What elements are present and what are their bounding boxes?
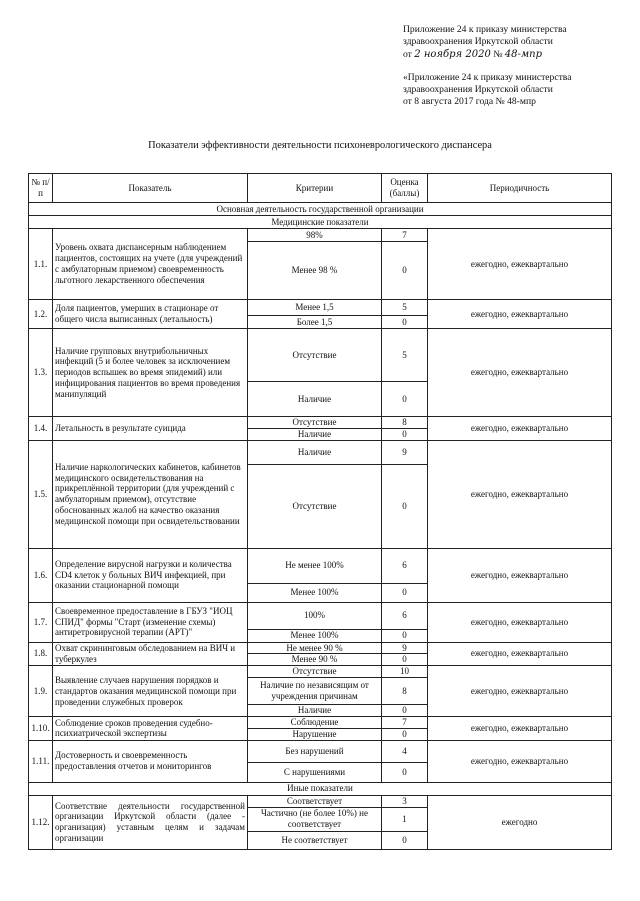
row-criterion: Менее 98 % [248, 242, 382, 300]
column-header-criteria: Критерии [248, 174, 382, 203]
row-score: 3 [382, 795, 428, 807]
table-row [29, 229, 612, 242]
row-criterion: Наличие по независящим от учреждения причинам [248, 678, 382, 705]
row-score: 1 [382, 807, 428, 831]
section-row [29, 216, 612, 229]
row-score: 5 [382, 329, 428, 382]
row-number: 1.8. [29, 642, 53, 666]
row-criterion: Менее 100% [248, 629, 382, 642]
row-indicator: Доля пациентов, умерших в стационаре от общего числа выписанных (летальность) [53, 300, 248, 329]
row-score: 0 [382, 705, 428, 717]
row-indicator: Своевременное предоставление в ГБУЗ "ИОЦ СПИД" формы "Старт (изменение схемы) антиретровирусной терапии (АРТ)" [53, 602, 248, 642]
row-criterion: Отсутствие [248, 464, 382, 548]
row-number: 1.12. [29, 795, 53, 849]
row-score: 0 [382, 728, 428, 740]
row-criterion: Отсутствие [248, 417, 382, 429]
row-periodicity: ежегодно, ежеквартально [428, 717, 612, 741]
row-number: 1.11. [29, 740, 53, 782]
table-row [29, 548, 612, 583]
table-row [29, 329, 612, 382]
row-periodicity: ежегодно, ежеквартально [428, 229, 612, 300]
column-header-indicator: Показатель [53, 174, 248, 203]
row-score: 4 [382, 740, 428, 762]
row-criterion: Отсутствие [248, 666, 382, 678]
row-score: 0 [382, 242, 428, 300]
row-periodicity: ежегодно, ежеквартально [428, 417, 612, 441]
row-criterion: Менее 90 % [248, 654, 382, 666]
table-row [29, 417, 612, 429]
row-periodicity: ежегодно, ежеквартально [428, 642, 612, 666]
row-number: 1.4. [29, 417, 53, 441]
row-score: 0 [382, 654, 428, 666]
row-indicator: Наличие групповых внутрибольничных инфекций (5 и более человек за исключением периодов вспышек во время эпидемий) или инфицирования пациентов во время проведения манипуляций [53, 329, 248, 417]
row-criterion: Соблюдение [248, 717, 382, 729]
row-score: 10 [382, 666, 428, 678]
date-prefix: от [403, 48, 412, 60]
row-criterion: Менее 1,5 [248, 300, 382, 316]
row-score: 0 [382, 583, 428, 602]
row-periodicity: ежегодно, ежеквартально [428, 740, 612, 782]
row-number: 1.7. [29, 602, 53, 642]
table-row [29, 602, 612, 629]
row-criterion: Отсутствие [248, 329, 382, 382]
header-line: Приложение 24 к приказу министерства [403, 24, 567, 35]
row-number: 1.3. [29, 329, 53, 417]
header-ref-line: от 8 августа 2017 года № 48-мпр [403, 96, 536, 108]
row-criterion: Не менее 100% [248, 548, 382, 583]
table-row [29, 440, 612, 464]
row-periodicity: ежегодно, ежеквартально [428, 300, 612, 329]
row-criterion: Менее 100% [248, 583, 382, 602]
column-header-score: Оценка (баллы) [382, 174, 428, 203]
row-periodicity: ежегодно, ежеквартально [428, 602, 612, 642]
table-row [29, 300, 612, 316]
number-prefix: № [493, 48, 503, 60]
row-number: 1.5. [29, 440, 53, 548]
document-title: Показатели эффективности деятельности психоневрологического диспансера [148, 140, 492, 151]
row-score: 8 [382, 417, 428, 429]
document-header [403, 24, 628, 109]
row-criterion: Соответствует [248, 795, 382, 807]
row-criterion: Более 1,5 [248, 316, 382, 329]
table-header-row [29, 174, 612, 203]
row-number: 1.6. [29, 548, 53, 602]
section-main: Основная деятельность государственной организации [29, 203, 612, 216]
row-criterion: Нарушение [248, 728, 382, 740]
row-score: 0 [382, 831, 428, 849]
row-criterion: 98% [248, 229, 382, 242]
row-criterion: Не менее 90 % [248, 642, 382, 654]
column-header-num: № п/п [29, 174, 53, 203]
row-indicator: Определение вирусной нагрузки и количества CD4 клеток у больных ВИЧ инфекцией, при оказании стационарной помощи [53, 548, 248, 602]
row-periodicity: ежегодно, ежеквартально [428, 440, 612, 548]
row-score: 0 [382, 629, 428, 642]
row-periodicity: ежегодно, ежеквартально [428, 666, 612, 717]
section-medical: Медицинские показатели [29, 216, 612, 229]
header-ref-line: «Приложение 24 к приказу министерства [403, 71, 572, 83]
handwritten-number: 48-мпр [504, 48, 543, 60]
row-indicator: Соблюдение сроков проведения судебно-психиатрической экспертизы [53, 717, 248, 741]
row-score: 9 [382, 642, 428, 654]
row-score: 9 [382, 440, 428, 464]
row-criterion: Наличие [248, 382, 382, 417]
row-number: 1.2. [29, 300, 53, 329]
row-indicator: Летальность в результате суицида [53, 417, 248, 441]
row-score: 7 [382, 229, 428, 242]
row-criterion: Наличие [248, 428, 382, 440]
column-header-period: Периодичность [428, 174, 612, 203]
row-number: 1.9. [29, 666, 53, 717]
row-number: 1.10. [29, 717, 53, 741]
header-ref-line: здравоохранения Иркутской области [403, 84, 553, 96]
header-line: здравоохранения Иркутской области [403, 36, 553, 48]
table-row [29, 795, 612, 807]
row-score: 0 [382, 382, 428, 417]
row-indicator: Достоверность и своевременность предоставления отчетов и мониторингов [53, 740, 248, 782]
row-indicator: Наличие наркологических кабинетов, кабинетов медицинского освидетельствования на прикреплённой территории (для учреждений с амбулаторным приемом), отсутствие обоснованных жалоб на качество оказания медицинской помощи при освидетельствовании [53, 440, 248, 548]
row-number: 1.1. [29, 229, 53, 300]
section-row [29, 203, 612, 216]
row-score: 0 [382, 316, 428, 329]
table-row [29, 642, 612, 654]
row-criterion: 100% [248, 602, 382, 629]
section-other: Иные показатели [29, 782, 612, 795]
row-periodicity: ежегодно, ежеквартально [428, 329, 612, 417]
table-row [29, 717, 612, 729]
row-score: 0 [382, 762, 428, 782]
row-score: 0 [382, 428, 428, 440]
row-score: 5 [382, 300, 428, 316]
row-score: 8 [382, 678, 428, 705]
header-date-line [403, 49, 628, 61]
handwritten-date: 2 ноября 2020 [414, 48, 491, 60]
row-score: 6 [382, 602, 428, 629]
row-periodicity: ежегодно [428, 795, 612, 849]
row-criterion: Наличие [248, 440, 382, 464]
row-criterion: Не соответствует [248, 831, 382, 849]
row-indicator: Охват скрининговым обследованием на ВИЧ и туберкулез [53, 642, 248, 666]
indicators-table [28, 173, 612, 850]
row-criterion: Без нарушений [248, 740, 382, 762]
table-row [29, 666, 612, 678]
row-criterion: С нарушениями [248, 762, 382, 782]
row-indicator: Уровень охвата диспансерным наблюдением пациентов, состоящих на учете (для учреждений с амбулаторным приемом) своевременность льготного лекарственного обеспечения [53, 229, 248, 300]
row-indicator: Соответствие деятельности государственной организации Иркутской области (далее - организация) уставным целям и задачам организации [53, 795, 248, 849]
row-indicator: Выявление случаев нарушения порядков и стандартов оказания медицинской помощи при проведении служебных проверок [53, 666, 248, 717]
row-periodicity: ежегодно, ежеквартально [428, 548, 612, 602]
row-score: 7 [382, 717, 428, 729]
row-score: 0 [382, 464, 428, 548]
table-row [29, 740, 612, 762]
section-row [29, 782, 612, 795]
row-score: 6 [382, 548, 428, 583]
row-criterion: Частично (не более 10%) не соответствует [248, 807, 382, 831]
row-criterion: Наличие [248, 705, 382, 717]
